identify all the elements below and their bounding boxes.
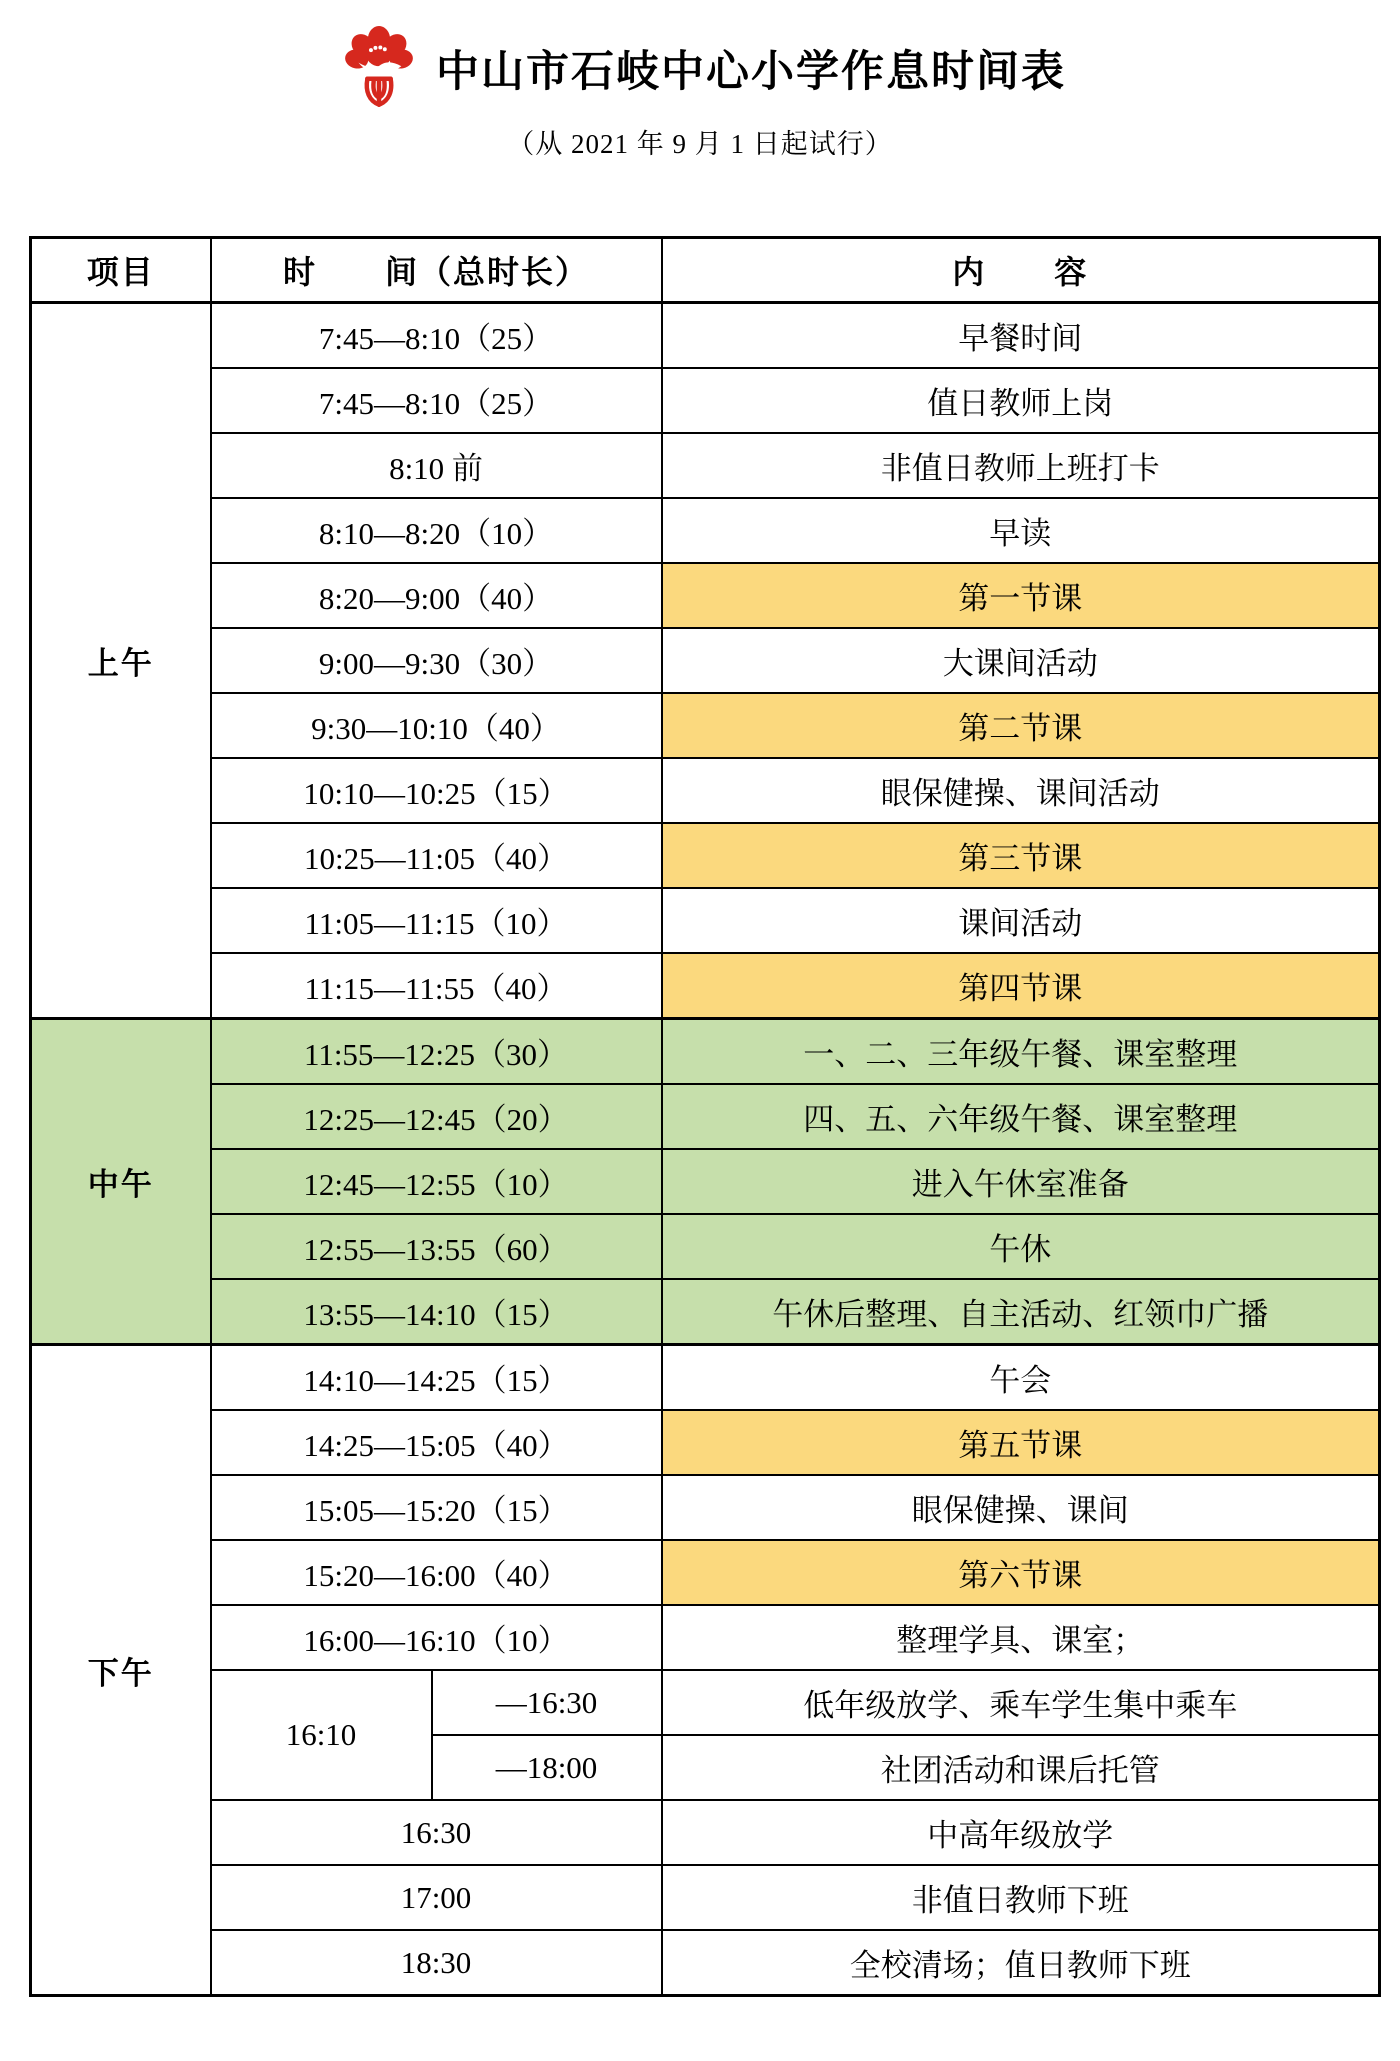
content-cell: 值日教师上岗	[662, 368, 1380, 433]
table-row	[31, 1605, 1380, 1670]
content-cell: 第三节课	[662, 823, 1380, 888]
timetable-body	[31, 303, 1380, 1996]
table-row	[31, 953, 1380, 1019]
table-row	[31, 1279, 1380, 1345]
time-cell: 15:05—15:20（15）	[211, 1475, 662, 1540]
timetable	[29, 236, 1381, 1997]
table-row	[31, 888, 1380, 953]
content-cell: 第六节课	[662, 1540, 1380, 1605]
time-cell: 8:10 前	[211, 433, 662, 498]
content-cell: 进入午休室准备	[662, 1149, 1380, 1214]
content-cell: 早读	[662, 498, 1380, 563]
time-cell: 16:00—16:10（10）	[211, 1605, 662, 1670]
content-cell: 午休	[662, 1214, 1380, 1279]
content-cell: 社团活动和课后托管	[662, 1735, 1380, 1800]
time-cell-sub: —16:30	[432, 1670, 662, 1735]
time-cell: 14:10—14:25（15）	[211, 1345, 662, 1411]
time-cell: 18:30	[211, 1930, 662, 1996]
table-row	[31, 563, 1380, 628]
table-row	[31, 1670, 1380, 1735]
time-cell: 17:00	[211, 1865, 662, 1930]
table-row	[31, 1410, 1380, 1475]
content-cell: 低年级放学、乘车学生集中乘车	[662, 1670, 1380, 1735]
header-time: 时 间（总时长）	[211, 238, 662, 303]
page-title: 中山市石岐中心小学作息时间表	[436, 48, 1066, 96]
table-row	[31, 1475, 1380, 1540]
time-cell: 11:15—11:55（40）	[211, 953, 662, 1019]
table-row	[31, 1865, 1380, 1930]
content-cell: 眼保健操、课间	[662, 1475, 1380, 1540]
section-label: 下午	[31, 1345, 211, 1996]
time-cell: 11:55—12:25（30）	[211, 1019, 662, 1085]
time-cell: 8:20—9:00（40）	[211, 563, 662, 628]
time-cell: 11:05—11:15（10）	[211, 888, 662, 953]
content-cell: 第二节课	[662, 693, 1380, 758]
content-cell: 早餐时间	[662, 303, 1380, 369]
table-row	[31, 303, 1380, 369]
table-row	[31, 433, 1380, 498]
content-cell: 一、二、三年级午餐、课室整理	[662, 1019, 1380, 1085]
table-row	[31, 1019, 1380, 1085]
table-row	[31, 1149, 1380, 1214]
table-row	[31, 1800, 1380, 1865]
time-cell: 9:00—9:30（30）	[211, 628, 662, 693]
content-cell: 午会	[662, 1345, 1380, 1411]
title-row	[334, 26, 1066, 110]
content-cell: 第五节课	[662, 1410, 1380, 1475]
time-cell: 7:45—8:10（25）	[211, 303, 662, 369]
time-cell: 9:30—10:10（40）	[211, 693, 662, 758]
table-row	[31, 1540, 1380, 1605]
school-flower-book-logo	[334, 26, 424, 110]
document-header	[0, 26, 1400, 161]
table-row	[31, 498, 1380, 563]
section-label: 中午	[31, 1019, 211, 1345]
table-row	[31, 758, 1380, 823]
content-cell: 四、五、六年级午餐、课室整理	[662, 1084, 1380, 1149]
time-cell: 15:20—16:00（40）	[211, 1540, 662, 1605]
time-cell-shared: 16:10	[211, 1670, 432, 1800]
content-cell: 课间活动	[662, 888, 1380, 953]
content-cell: 午休后整理、自主活动、红领巾广播	[662, 1279, 1380, 1345]
table-row	[31, 1084, 1380, 1149]
table-row	[31, 693, 1380, 758]
content-cell: 整理学具、课室；	[662, 1605, 1380, 1670]
header-row	[31, 238, 1380, 303]
time-cell: 14:25—15:05（40）	[211, 1410, 662, 1475]
content-cell: 眼保健操、课间活动	[662, 758, 1380, 823]
section-label: 上午	[31, 303, 211, 1019]
time-cell: 8:10—8:20（10）	[211, 498, 662, 563]
table-row	[31, 628, 1380, 693]
content-cell: 非值日教师下班	[662, 1865, 1380, 1930]
time-cell: 12:45—12:55（10）	[211, 1149, 662, 1214]
content-cell: 全校清场；值日教师下班	[662, 1930, 1380, 1996]
table-row	[31, 1345, 1380, 1411]
table-row	[31, 1930, 1380, 1996]
timetable-header	[31, 238, 1380, 303]
time-cell: 12:55—13:55（60）	[211, 1214, 662, 1279]
content-cell: 第四节课	[662, 953, 1380, 1019]
time-cell: 12:25—12:45（20）	[211, 1084, 662, 1149]
time-cell-sub: —18:00	[432, 1735, 662, 1800]
content-cell: 第一节课	[662, 563, 1380, 628]
table-row	[31, 823, 1380, 888]
time-cell: 13:55—14:10（15）	[211, 1279, 662, 1345]
header-item: 项目	[31, 238, 211, 303]
header-content: 内 容	[662, 238, 1380, 303]
table-row	[31, 1214, 1380, 1279]
time-cell: 16:30	[211, 1800, 662, 1865]
time-cell: 7:45—8:10（25）	[211, 368, 662, 433]
content-cell: 非值日教师上班打卡	[662, 433, 1380, 498]
content-cell: 中高年级放学	[662, 1800, 1380, 1865]
time-cell: 10:25—11:05（40）	[211, 823, 662, 888]
table-row	[31, 368, 1380, 433]
content-cell: 大课间活动	[662, 628, 1380, 693]
page-subtitle: （从 2021 年 9 月 1 日起试行）	[507, 129, 893, 159]
time-cell: 10:10—10:25（15）	[211, 758, 662, 823]
